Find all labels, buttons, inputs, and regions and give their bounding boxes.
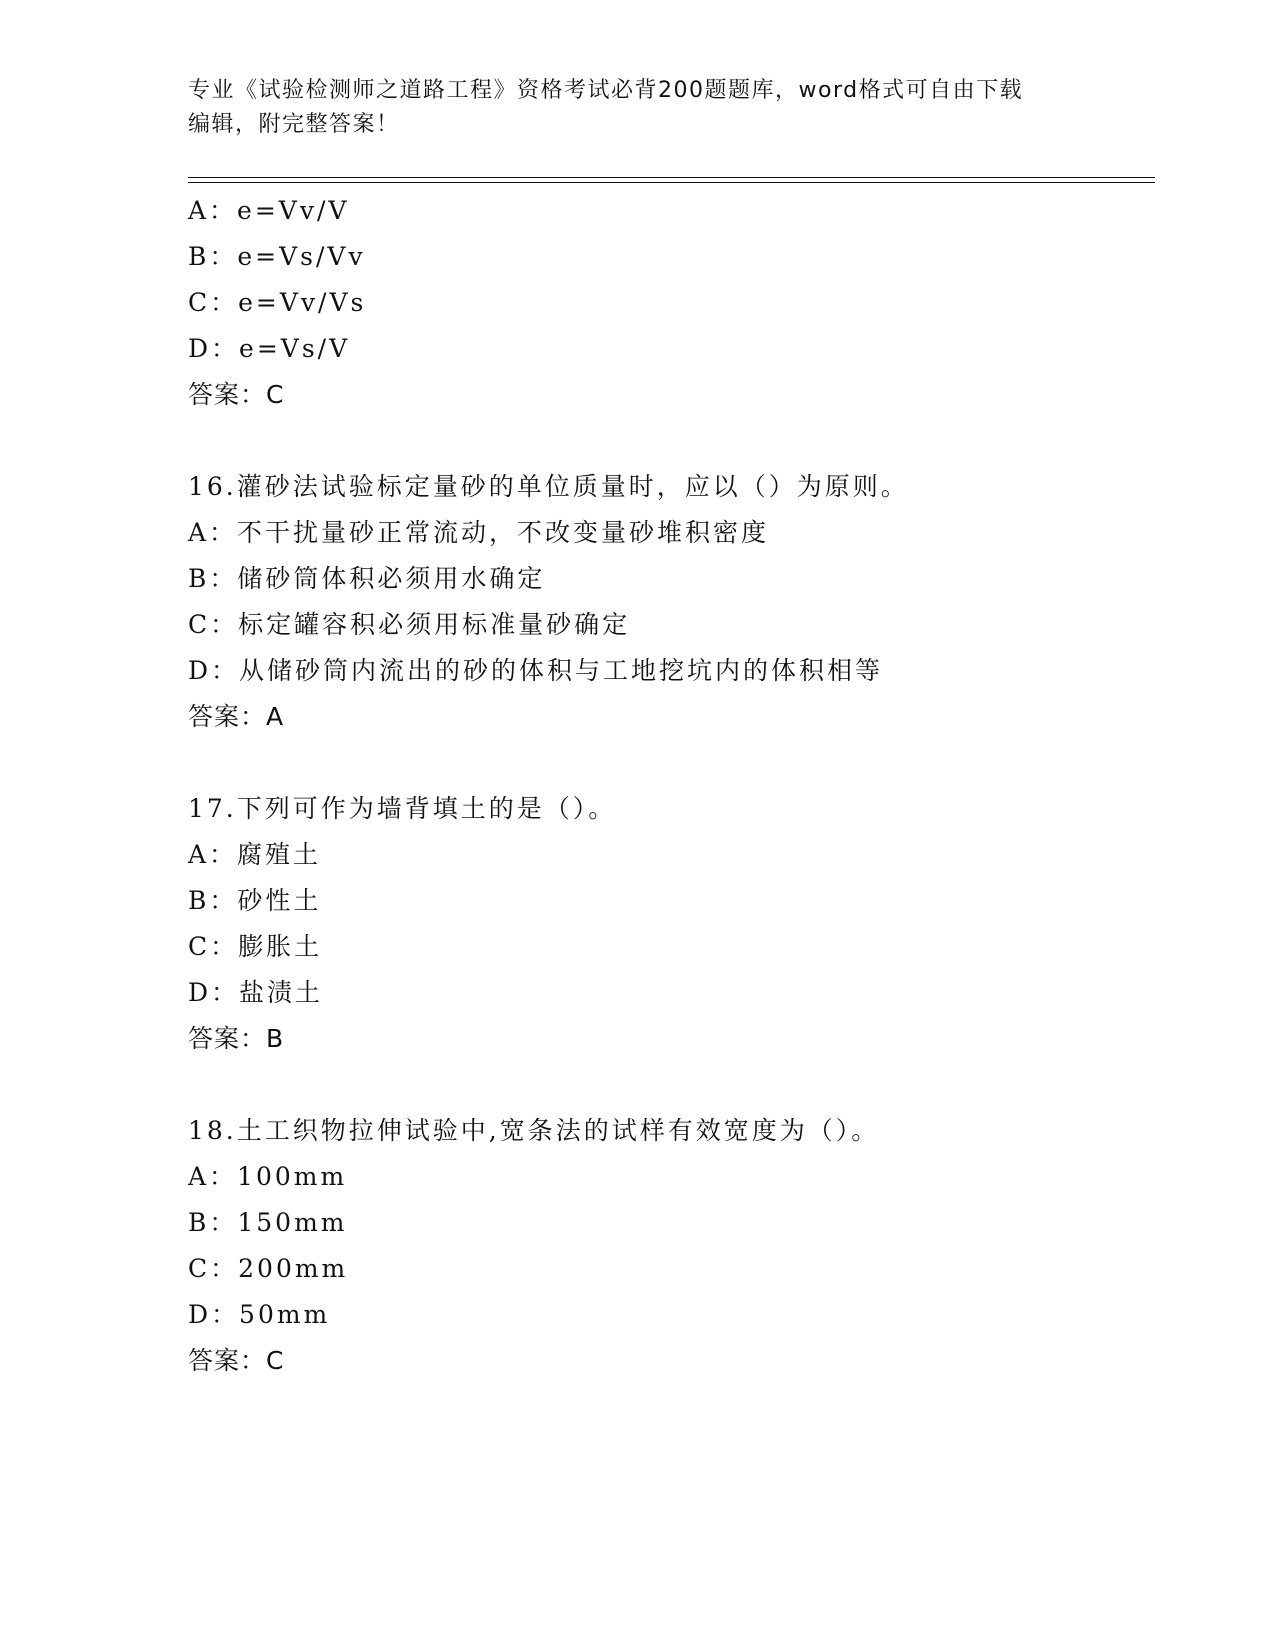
question-15-block [188,188,1168,418]
answer: 答案：C [188,380,285,409]
option-a: A：100mm [188,1162,348,1191]
option-d: D：从储砂筒内流出的砂的体积与工地挖坑内的体积相等 [188,656,884,685]
option-a: A：腐殖土 [188,840,322,869]
question-text: 18.土工织物拉伸试验中,宽条法的试样有效宽度为（）。 [188,1116,880,1145]
option-d: D：e=Vs/V [188,334,351,363]
answer: 答案：A [188,702,285,731]
header-line-1: 专业《试验检测师之道路工程》资格考试必背200题题库，word格式可自由下载 [188,78,1024,103]
document-header [188,74,1088,142]
question-text: 17.下列可作为墙背填土的是（）。 [188,794,617,823]
option-d: D：盐渍土 [188,978,324,1007]
option-a: A：e=Vv/V [188,196,350,225]
option-c: C：e=Vv/Vs [188,288,367,317]
option-b: B：砂性土 [188,886,322,915]
question-text: 16.灌砂法试验标定量砂的单位质量时，应以（）为原则。 [188,472,909,501]
option-d: D：50mm [188,1300,331,1329]
option-a: A：不干扰量砂正常流动，不改变量砂堆积密度 [188,518,770,547]
question-17-block [188,786,1168,1062]
spacer [188,418,1168,464]
answer: 答案：C [188,1346,285,1375]
header-divider [188,177,1155,183]
option-c: C：标定罐容积必须用标准量砂确定 [188,610,631,639]
answer: 答案：B [188,1024,285,1053]
spacer [188,1062,1168,1108]
option-b: B：150mm [188,1208,348,1237]
option-b: B：储砂筒体积必须用水确定 [188,564,546,593]
question-list [188,188,1168,1384]
option-c: C：膨胀土 [188,932,323,961]
option-c: C：200mm [188,1254,349,1283]
question-18-block [188,1108,1168,1384]
option-b: B：e=Vs/Vv [188,242,366,271]
question-16-block [188,464,1168,740]
spacer [188,740,1168,786]
header-line-2: 编辑，附完整答案！ [188,112,400,137]
